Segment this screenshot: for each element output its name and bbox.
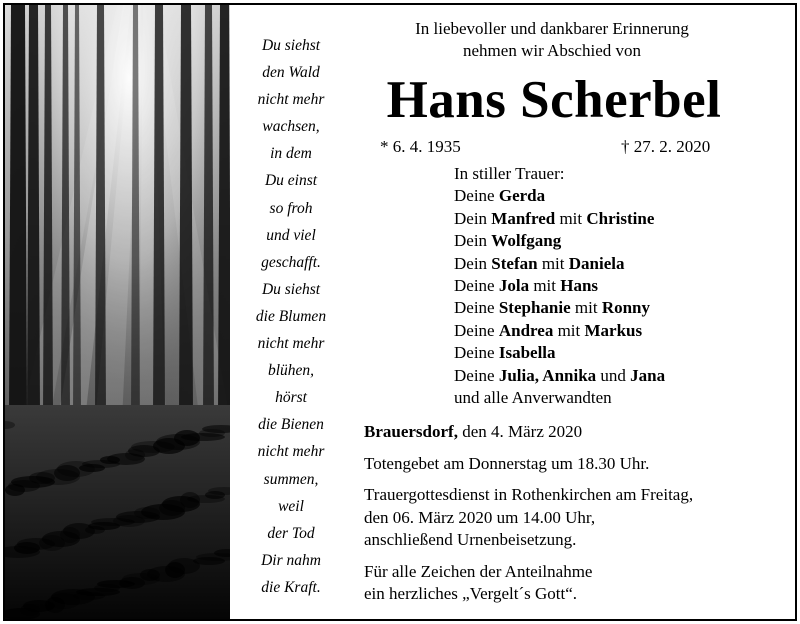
mourner-line: In stiller Trauer: bbox=[454, 164, 565, 183]
service-info: den 06. März 2020 um 14.00 Uhr, bbox=[364, 507, 596, 527]
mourner-line: und alle Anverwandten bbox=[454, 387, 612, 407]
poem-line: summen, bbox=[263, 470, 319, 488]
prayer-info: Totengebet am Donnerstag um 18.30 Uhr. bbox=[364, 453, 650, 473]
mourner-line: Deine Julia, Annika und Jana bbox=[454, 365, 666, 385]
poem-line: die Blumen bbox=[255, 307, 327, 325]
mourner-line: Deine Andrea mit Markus bbox=[454, 320, 643, 340]
mourner-line: Dein Stefan mit Daniela bbox=[454, 253, 625, 273]
intro-line: nehmen wir Abschied von bbox=[463, 41, 641, 60]
poem-line: Du einst bbox=[264, 172, 318, 190]
poem-line: Du siehst bbox=[261, 280, 321, 298]
poem-line: wachsen, bbox=[262, 118, 320, 136]
mourner-line: Deine Gerda bbox=[454, 186, 546, 206]
forest-sunbeams-image bbox=[5, 5, 230, 619]
poem-line: und viel bbox=[266, 226, 316, 244]
poem-line: den Wald bbox=[262, 64, 320, 82]
poem-line: Dir nahm bbox=[261, 551, 321, 569]
death-date: † 27. 2. 2020 bbox=[621, 137, 711, 156]
poem-line: nicht mehr bbox=[257, 91, 325, 109]
poem bbox=[232, 32, 350, 601]
date: den 4. März 2020 bbox=[457, 422, 583, 441]
poem-line: die Bienen bbox=[258, 416, 324, 434]
poem-line: blühen, bbox=[267, 362, 315, 380]
intro-text bbox=[362, 18, 742, 62]
service-info: anschließend Urnenbeisetzung. bbox=[364, 530, 577, 549]
place: Brauersdorf, bbox=[364, 422, 458, 441]
poem-line: die Kraft. bbox=[261, 578, 321, 596]
deceased-name: Hans Scherbel bbox=[386, 71, 722, 129]
footer-text bbox=[364, 421, 693, 606]
poem-line: geschafft. bbox=[261, 253, 321, 271]
mourner-line: Deine Jola mit Hans bbox=[454, 275, 599, 295]
poem-line: weil bbox=[278, 497, 304, 515]
mourner-line: Deine Isabella bbox=[454, 343, 556, 363]
mourner-line: Dein Manfred mit Christine bbox=[454, 208, 655, 228]
poem-line: nicht mehr bbox=[257, 443, 325, 461]
intro-line: In liebevoller und dankbarer Erinnerung bbox=[415, 19, 689, 38]
poem-line: der Tod bbox=[267, 524, 315, 542]
mourner-line: Dein Wolfgang bbox=[454, 231, 562, 251]
poem-line: so froh bbox=[269, 199, 313, 217]
birth-date: * 6. 4. 1935 bbox=[380, 137, 461, 156]
thanks: Für alle Zeichen der Anteilnahme bbox=[364, 561, 593, 581]
service-info: Trauergottesdienst in Rothenkirchen am Freitag, bbox=[364, 485, 694, 504]
poem-line: in dem bbox=[270, 145, 312, 163]
poem-line: Du siehst bbox=[261, 37, 321, 54]
poem-line: hörst bbox=[275, 389, 307, 407]
mourners-list bbox=[454, 163, 665, 409]
poem-line: nicht mehr bbox=[257, 335, 325, 353]
thanks: ein herzliches „Vergelt´s Gott“. bbox=[364, 584, 578, 603]
place-date bbox=[364, 421, 693, 444]
mourner-line: Deine Stephanie mit Ronny bbox=[454, 298, 650, 318]
